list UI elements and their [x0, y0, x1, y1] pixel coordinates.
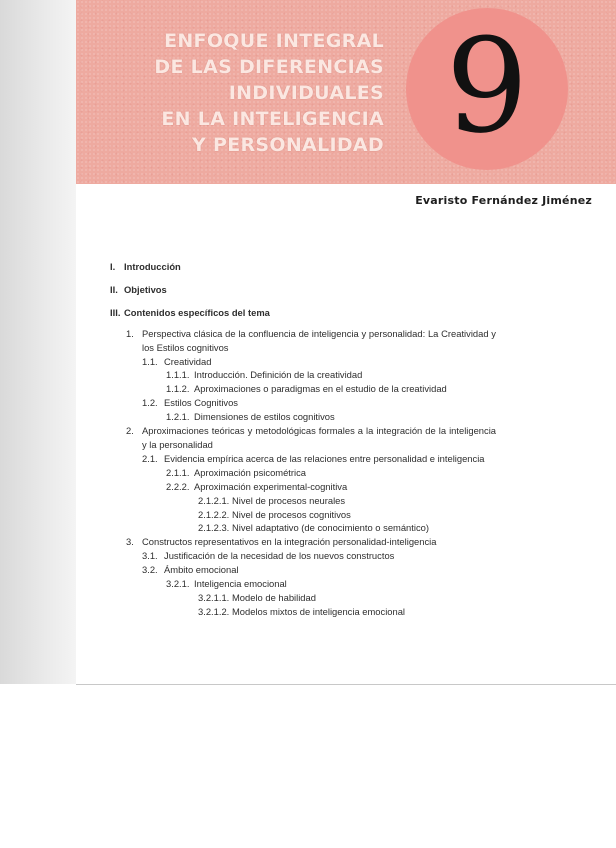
toc-entry-text: Modelo de habilidad	[232, 591, 316, 603]
toc-entry	[110, 452, 496, 466]
toc-entry-text: Aproximaciones o paradigmas en el estudio de la creatividad	[194, 383, 447, 395]
toc-entry-text: Nivel de procesos cognitivos	[232, 508, 351, 520]
chapter-title-line: DE LAS DIFERENCIAS	[154, 56, 384, 78]
toc-entry-text: Inteligencia emocional	[194, 578, 287, 590]
toc-entry-number: 2.1.2.1.	[198, 494, 230, 506]
toc-entry-text: Introducción. Definición de la creatividad	[194, 369, 363, 381]
toc-entry-number: 1.1.	[142, 355, 158, 367]
toc-entry-text: Contenidos específicos del tema	[124, 306, 270, 318]
toc-entry-number: 3.	[126, 536, 134, 548]
toc-entry	[110, 605, 496, 619]
toc-entry-number: 1.2.	[142, 397, 158, 409]
toc-entry-text: Justificación de la necesidad de los nuevos constructos	[164, 550, 395, 562]
toc-entry-text: Aproximación experimental-cognitiva	[194, 480, 348, 492]
toc-entry	[110, 480, 496, 494]
toc-entry	[110, 283, 496, 297]
toc-entry-number: 3.2.1.	[166, 578, 190, 590]
toc-entry	[110, 327, 496, 355]
toc-entry	[110, 424, 496, 452]
toc-entry	[110, 563, 496, 577]
toc-entry-text: Modelos mixtos de inteligencia emocional	[232, 605, 406, 617]
toc-entry-text: Dimensiones de estilos cognitivos	[194, 411, 335, 423]
chapter-number: 9	[445, 10, 529, 162]
toc-entry	[110, 521, 496, 535]
chapter-number-circle	[406, 8, 568, 170]
toc-entry-number: 3.2.1.2.	[198, 605, 230, 617]
toc-entry	[110, 508, 496, 522]
toc-entry-number: 1.1.1.	[166, 369, 190, 381]
toc-entry-number: 2.2.2.	[166, 480, 190, 492]
toc-entry-number: 2.1.1.	[166, 466, 190, 478]
toc-entry	[110, 577, 496, 591]
toc-entry-text: Introducción	[124, 261, 181, 272]
toc-entry-text: Constructos representativos en la integración personalidad-inteligencia	[142, 536, 437, 548]
toc-entry	[110, 355, 496, 369]
toc-entry-text: Evidencia empírica acerca de las relaciones entre personalidad e inteligencia	[164, 452, 485, 464]
toc-entry-number: II.	[110, 283, 118, 295]
toc-entry	[110, 591, 496, 605]
book-spine-shadow	[0, 0, 76, 684]
toc-entry	[110, 396, 496, 410]
toc-entry-number: 2.1.2.2.	[198, 508, 230, 520]
toc-entry-number: 2.	[126, 425, 134, 437]
toc-entry-text: Estilos Cognitivos	[164, 397, 238, 409]
toc-entry	[110, 410, 496, 424]
toc-entry	[110, 466, 496, 480]
toc-entry-number: 1.	[126, 327, 134, 339]
toc-entry-text: Creatividad	[164, 355, 212, 367]
table-of-contents	[110, 260, 496, 619]
toc-entry	[110, 494, 496, 508]
toc-entry-number: 3.1.	[142, 550, 158, 562]
toc-entry-number: 1.2.1.	[166, 411, 190, 423]
toc-entry-number: 2.1.	[142, 452, 158, 464]
toc-entry-text: Aproximación psicométrica	[194, 466, 307, 478]
chapter-title-line: ENFOQUE INTEGRAL	[164, 30, 384, 52]
toc-entry-number: 1.1.2.	[166, 383, 190, 395]
toc-entry	[110, 382, 496, 396]
toc-entry-text: Ámbito emocional	[164, 564, 239, 576]
toc-entry-number: 3.2.1.1.	[198, 591, 230, 603]
toc-entry	[110, 306, 496, 320]
toc-entry-number: 2.1.2.3.	[198, 522, 230, 534]
toc-entry	[110, 549, 496, 563]
toc-entry	[110, 535, 496, 549]
chapter-header-band	[76, 0, 616, 184]
toc-entry-text: Objetivos	[124, 283, 167, 295]
toc-entry	[110, 260, 496, 274]
chapter-title-line: EN LA INTELIGENCIA	[161, 108, 384, 130]
chapter-title-line: INDIVIDUALES	[228, 82, 384, 104]
toc-entry-text: Nivel de procesos neurales	[232, 494, 346, 506]
toc-entry	[110, 368, 496, 382]
toc-entry-text: Aproximaciones teóricas y metodológicas formales a la integración de la inteligencia y la personalidad	[142, 425, 496, 450]
chapter-title	[154, 28, 384, 158]
author-name: Evaristo Fernández Jiménez	[415, 194, 592, 207]
toc-entry-number: I.	[110, 261, 116, 272]
toc-entry-text: Nivel adaptativo (de conocimiento o semántico)	[232, 522, 429, 534]
toc-entry-text: Perspectiva clásica de la confluencia de inteligencia y personalidad: La Creatividad y los Estilos cognitivos	[142, 327, 496, 353]
chapter-title-line: Y PERSONALIDAD	[192, 134, 384, 156]
toc-entry-number: III.	[110, 306, 121, 318]
toc-entry-number: 3.2.	[142, 564, 158, 576]
